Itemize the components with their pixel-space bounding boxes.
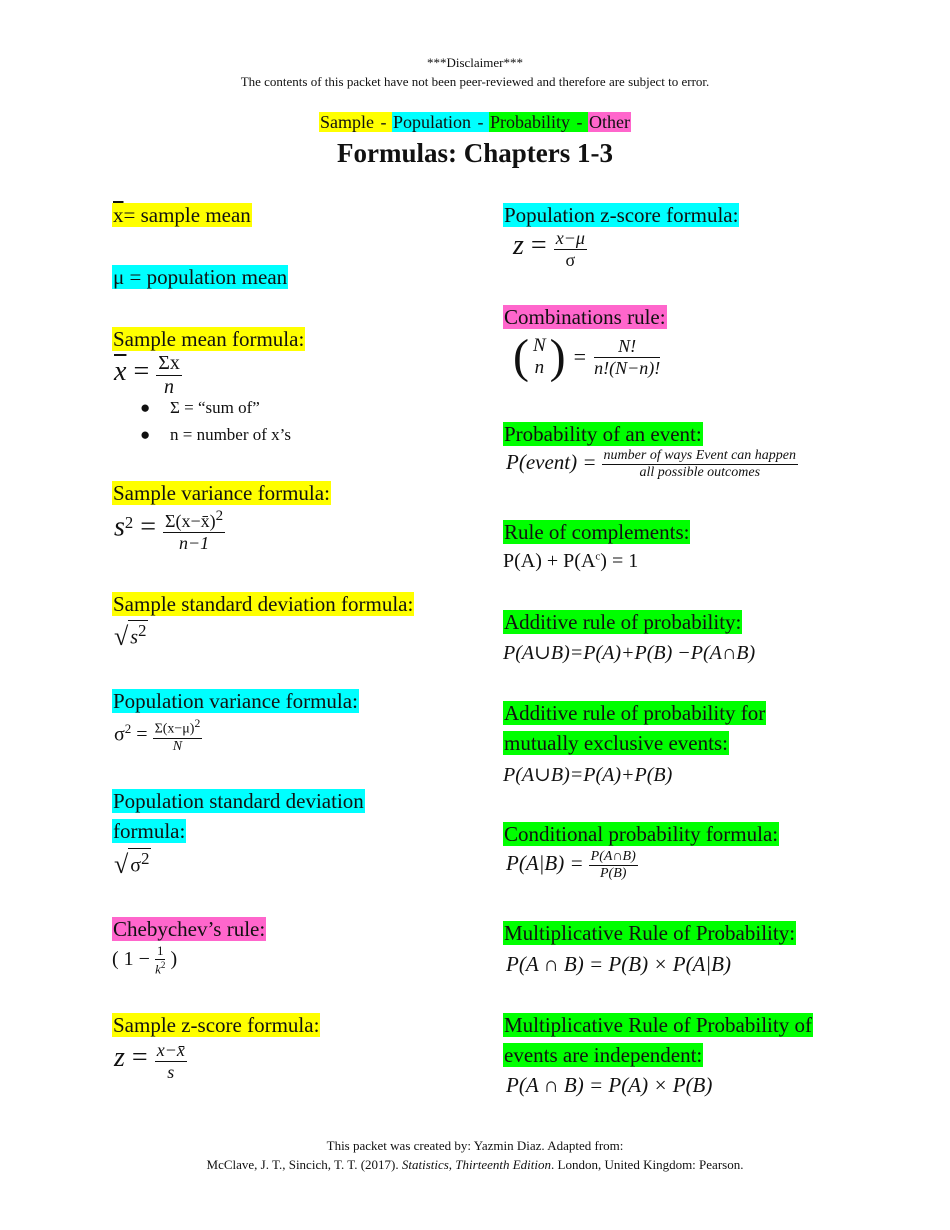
sample-variance-lhs: s xyxy=(114,511,125,543)
sample-mean-lhs: $\overline{x}$ xyxy=(114,356,127,388)
prob-event-heading xyxy=(503,419,703,449)
conditional-formula xyxy=(506,849,638,882)
sample-z-formula: z = $\frac{x-x̄}{s}$ xyxy=(114,1040,185,1082)
combinations-formula: ( N n ) = $\frac{N!}{n!(N-n)!}$ xyxy=(513,330,661,383)
citation-publisher: . London, United Kingdom: Pearson. xyxy=(551,1157,744,1172)
combinations-denominator: n!(N−n)! xyxy=(594,357,661,378)
additive-heading-text: Additive rule of probability: xyxy=(504,610,742,634)
pop-sd-formula xyxy=(114,848,151,879)
additive-heading xyxy=(503,607,742,637)
sample-mean-heading xyxy=(112,324,305,354)
combinations-bottom: n xyxy=(534,357,545,378)
xbar-definition-text: = sample mean xyxy=(123,203,251,227)
sqrt-icon: √ xyxy=(114,621,129,651)
pop-sd-heading-line2: formula: xyxy=(113,819,186,843)
disclaimer-text: The contents of this packet have not been peer-reviewed and therefore are subject to error. xyxy=(240,74,710,89)
pop-z-formula: z = $\frac{x-\mu}{\sigma}$ xyxy=(513,228,585,270)
conditional-heading xyxy=(503,819,779,849)
chebychev-numerator: 1 xyxy=(156,943,164,958)
prob-event-formula xyxy=(506,448,798,481)
legend-separator: - xyxy=(572,112,588,132)
pop-z-denominator: σ xyxy=(565,250,576,270)
prob-event-lhs: P(event) = xyxy=(506,450,597,475)
sqrt-icon: √ xyxy=(114,849,129,879)
additive-exclusive-heading-line2: mutually exclusive events: xyxy=(504,731,728,755)
complements-heading xyxy=(503,517,690,547)
footer-credit: This packet was created by: Yazmin Diaz. Adapted from: xyxy=(326,1138,624,1153)
list-item-text: n = number of x’s xyxy=(170,425,292,444)
multiplicative-indep-heading-line1: Multiplicative Rule of Probability of xyxy=(504,1013,812,1037)
sample-z-heading-text: Sample z-score formula: xyxy=(113,1013,320,1037)
xbar-symbol: $\overline{x}$ xyxy=(113,203,124,227)
multiplicative-formula: P(A ∩ B) = P(B) × P(A|B) xyxy=(506,952,731,976)
legend-probability: Probability xyxy=(490,112,571,132)
pop-z-heading xyxy=(503,200,739,230)
pop-variance-heading xyxy=(112,686,359,716)
prob-event-heading-text: Probability of an event: xyxy=(504,422,702,446)
exponent: 2 xyxy=(141,849,150,868)
multiplicative-indep-formula: P(A ∩ B) = P(A) × P(B) xyxy=(506,1073,713,1097)
mu-definition-text: μ = population mean xyxy=(113,265,288,289)
complements-formula-b: ) = 1 xyxy=(600,550,639,572)
pop-variance-denominator: N xyxy=(172,738,183,754)
mu-definition xyxy=(112,262,288,292)
additive-exclusive-formula: P(A∪B)=P(A)+P(B) xyxy=(503,764,673,786)
multiplicative-heading xyxy=(503,918,796,948)
citation-title: Statistics, Thirteenth Edition xyxy=(401,1157,551,1172)
bullet-icon: ● xyxy=(140,398,151,417)
sqrt-base: σ xyxy=(130,854,142,877)
sample-z-denominator: s xyxy=(167,1062,175,1082)
chebychev-denominator: k xyxy=(155,961,161,977)
exponent: 2 xyxy=(138,621,147,640)
chebychev-formula xyxy=(112,943,177,977)
legend-population: Population xyxy=(393,112,472,132)
page-title: Formulas: Chapters 1-3 xyxy=(337,138,613,168)
list-item xyxy=(140,398,260,418)
combinations-top: N xyxy=(532,335,546,356)
pop-variance-heading-text: Population variance formula: xyxy=(113,689,358,713)
pop-sd-heading xyxy=(112,786,365,846)
additive-exclusive-heading xyxy=(503,698,766,758)
exponent: 2 xyxy=(124,512,134,532)
chebychev-heading xyxy=(112,914,266,944)
citation-authors: McClave, J. T., Sincich, T. T. (2017). xyxy=(206,1157,402,1172)
legend-separator: - xyxy=(473,112,489,132)
list-item xyxy=(140,425,291,445)
prob-event-denominator: all possible outcomes xyxy=(639,465,761,480)
sample-variance-formula: $s^2$ = $\frac{\Sigma(x-x̄)^2}{n-1}$ xyxy=(114,508,224,553)
additive-formula: P(A∪B)=P(A)+P(B) −P(A∩B) xyxy=(503,642,756,664)
exponent: 2 xyxy=(160,960,166,970)
legend-separator: - xyxy=(376,112,391,132)
pop-variance-numerator: Σ(x−μ) xyxy=(154,721,195,737)
disclaimer-title: ***Disclaimer*** xyxy=(426,55,524,70)
conditional-denominator: P(B) xyxy=(600,866,627,881)
sample-mean-numerator: Σx xyxy=(158,352,180,374)
conditional-numerator: P(A∩B) xyxy=(590,849,636,864)
complements-heading-text: Rule of complements: xyxy=(504,520,690,544)
list-item-text: Σ = “sum of” xyxy=(170,398,260,417)
exponent: 2 xyxy=(194,717,201,730)
complement-superscript: c xyxy=(595,550,601,563)
chebychev-heading-text: Chebychev’s rule: xyxy=(113,917,266,941)
sample-mean-denominator: n xyxy=(164,376,175,398)
sample-mean-heading-text: Sample mean formula: xyxy=(113,327,305,351)
sample-sd-formula xyxy=(114,620,148,651)
sample-sd-heading-text: Sample standard deviation formula: xyxy=(113,592,414,616)
multiplicative-heading-text: Multiplicative Rule of Probability: xyxy=(504,921,796,945)
sample-sd-heading xyxy=(112,589,414,619)
xbar-definition xyxy=(112,200,252,230)
conditional-lhs: P(A|B) = xyxy=(506,851,584,876)
chebychev-close: ) xyxy=(170,947,178,970)
conditional-heading-text: Conditional probability formula: xyxy=(504,822,779,846)
combinations-heading xyxy=(503,302,667,332)
pop-sd-heading-line1: Population standard deviation xyxy=(113,789,364,813)
combinations-numerator: N! xyxy=(594,336,660,358)
sample-variance-heading xyxy=(112,478,331,508)
multiplicative-indep-heading-line2: events are independent: xyxy=(504,1043,703,1067)
bullet-icon: ● xyxy=(140,425,151,444)
sample-mean-formula: $\overline{x}$ = $\frac{\Sigma x}{n}$ xyxy=(114,352,180,398)
sample-z-lhs: z xyxy=(114,1042,125,1074)
sample-variance-denominator: n−1 xyxy=(179,533,210,553)
footer-citation xyxy=(0,1157,950,1173)
pop-z-lhs: z xyxy=(513,230,524,262)
sample-z-numerator: x−x̄ xyxy=(156,1040,185,1060)
additive-exclusive-heading-line1: Additive rule of probability for xyxy=(504,701,766,725)
combinations-heading-text: Combinations rule: xyxy=(504,305,666,329)
sample-variance-heading-text: Sample variance formula: xyxy=(113,481,330,505)
exponent: 2 xyxy=(215,508,224,524)
pop-variance-formula: $\sigma^2$ = $\frac{\Sigma(x-\mu)^2}{N}$ xyxy=(114,717,201,754)
sqrt-base: s xyxy=(130,626,139,649)
complements-formula xyxy=(503,550,638,573)
complements-formula-a: P(A) + P(A xyxy=(503,550,596,572)
legend-sample: Sample xyxy=(320,112,374,132)
sample-z-heading xyxy=(112,1010,320,1040)
legend-other: Other xyxy=(589,112,630,132)
pop-z-numerator: x−μ xyxy=(555,228,585,248)
pop-variance-lhs: σ xyxy=(114,723,125,746)
multiplicative-indep-heading xyxy=(503,1010,813,1070)
sample-variance-numerator: Σ(x−x̄) xyxy=(165,511,216,531)
pop-z-heading-text: Population z-score formula: xyxy=(504,203,739,227)
exponent: 2 xyxy=(124,720,132,736)
chebychev-open: ( 1 − xyxy=(112,947,150,970)
color-legend xyxy=(0,112,950,133)
prob-event-numerator: number of ways Event can happen xyxy=(603,448,797,463)
